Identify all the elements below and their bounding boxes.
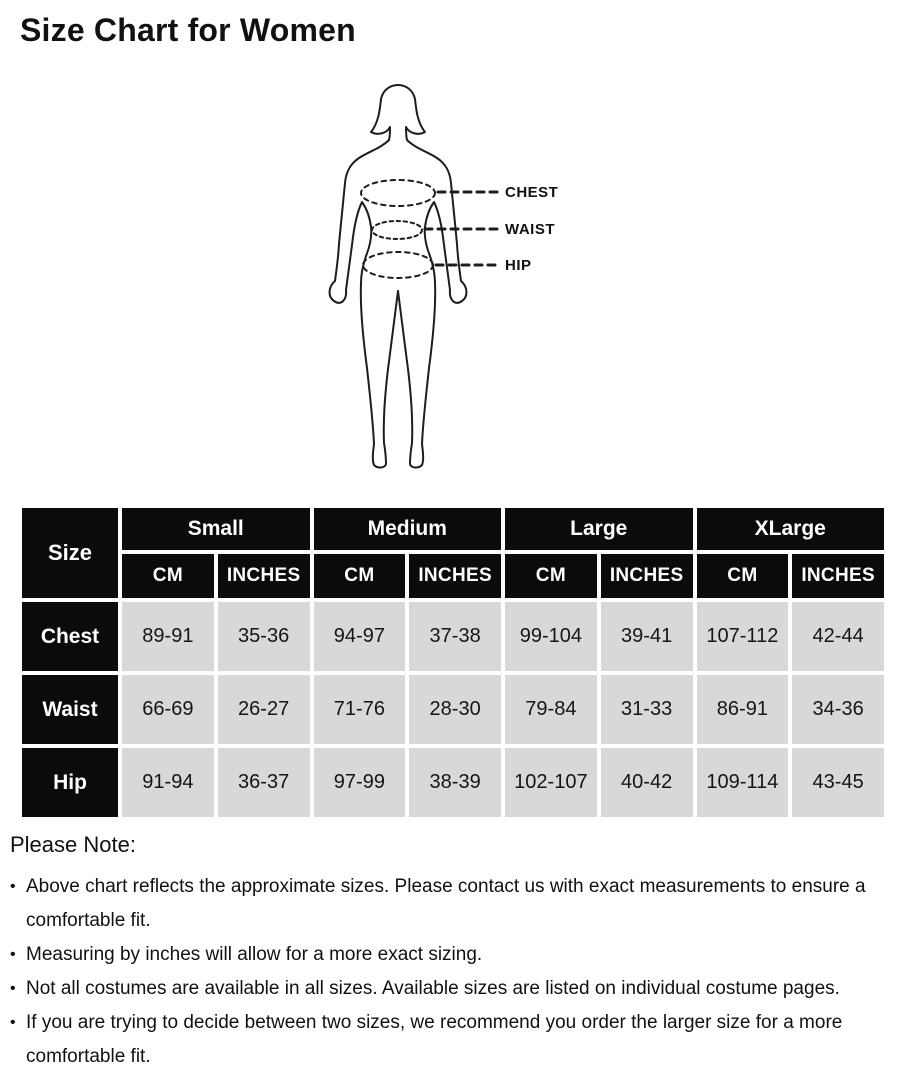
group-header-medium: Medium [314, 508, 502, 550]
size-value-cell: 66-69 [122, 675, 214, 744]
unit-header-cm: CM [505, 554, 597, 598]
group-header-small: Small [122, 508, 310, 550]
unit-header-cm: CM [314, 554, 406, 598]
size-value-cell: 86-91 [697, 675, 789, 744]
size-value-cell: 71-76 [314, 675, 406, 744]
note-text: Measuring by inches will allow for a more exact sizing. [26, 944, 483, 965]
hip-measure-ellipse [363, 252, 433, 278]
note-item [10, 870, 887, 938]
group-header-large: Large [505, 508, 693, 550]
note-text: Not all costumes are available in all sizes. Available sizes are listed on individual costume pages. [26, 978, 840, 999]
size-value-cell: 28-30 [409, 675, 501, 744]
bullet-icon: • [10, 878, 16, 895]
chest-measure-ellipse [361, 180, 435, 206]
size-corner-header: Size [22, 508, 118, 598]
size-value-cell: 37-38 [409, 602, 501, 671]
unit-header-inches: INCHES [218, 554, 310, 598]
size-value-cell: 36-37 [218, 748, 310, 817]
notes-heading: Please Note: [10, 832, 136, 857]
size-value-cell: 91-94 [122, 748, 214, 817]
size-value-cell: 31-33 [601, 675, 693, 744]
row-label-waist: Waist [22, 675, 118, 744]
unit-header-cm: CM [697, 554, 789, 598]
note-text: Above chart reflects the approximate sizes. Please contact us with exact measurements to ensure a comfortable fit. [26, 876, 866, 931]
note-item [10, 938, 887, 972]
size-value-cell: 97-99 [314, 748, 406, 817]
body-outline-left-half [330, 85, 398, 468]
size-value-cell: 42-44 [792, 602, 884, 671]
page-title: Size Chart for Women [20, 12, 356, 48]
chest-label: CHEST [505, 184, 559, 201]
table-row-chest [22, 602, 884, 671]
unit-header-row [22, 554, 884, 598]
size-value-cell: 38-39 [409, 748, 501, 817]
size-value-cell: 89-91 [122, 602, 214, 671]
table-row-hip [22, 748, 884, 817]
unit-header-inches: INCHES [409, 554, 501, 598]
body-diagram-svg [290, 75, 590, 485]
note-item [10, 1006, 887, 1074]
unit-header-cm: CM [122, 554, 214, 598]
group-header-xlarge: XLarge [697, 508, 885, 550]
size-value-cell: 34-36 [792, 675, 884, 744]
size-value-cell: 43-45 [792, 748, 884, 817]
row-label-chest: Chest [22, 602, 118, 671]
size-value-cell: 94-97 [314, 602, 406, 671]
size-value-cell: 39-41 [601, 602, 693, 671]
size-value-cell: 107-112 [697, 602, 789, 671]
size-value-cell: 99-104 [505, 602, 597, 671]
bullet-icon: • [10, 1014, 16, 1031]
table-row-waist [22, 675, 884, 744]
bullet-icon: • [10, 946, 16, 963]
size-value-cell: 109-114 [697, 748, 789, 817]
waist-measure-ellipse [372, 221, 422, 239]
size-value-cell: 35-36 [218, 602, 310, 671]
size-value-cell: 40-42 [601, 748, 693, 817]
row-label-hip: Hip [22, 748, 118, 817]
notes-section [10, 832, 887, 1074]
note-item [10, 972, 887, 1006]
note-text: If you are trying to decide between two sizes, we recommend you order the larger size for a more comfortable fit. [26, 1012, 843, 1067]
size-chart-table [18, 504, 888, 821]
unit-header-inches: INCHES [601, 554, 693, 598]
group-header-row [22, 508, 884, 550]
bullet-icon: • [10, 980, 16, 997]
unit-header-inches: INCHES [792, 554, 884, 598]
size-value-cell: 79-84 [505, 675, 597, 744]
hip-label: HIP [505, 257, 532, 274]
waist-label: WAIST [505, 221, 555, 238]
body-measurement-diagram [290, 75, 590, 485]
size-value-cell: 102-107 [505, 748, 597, 817]
body-outline-right-half [398, 85, 466, 468]
size-value-cell: 26-27 [218, 675, 310, 744]
